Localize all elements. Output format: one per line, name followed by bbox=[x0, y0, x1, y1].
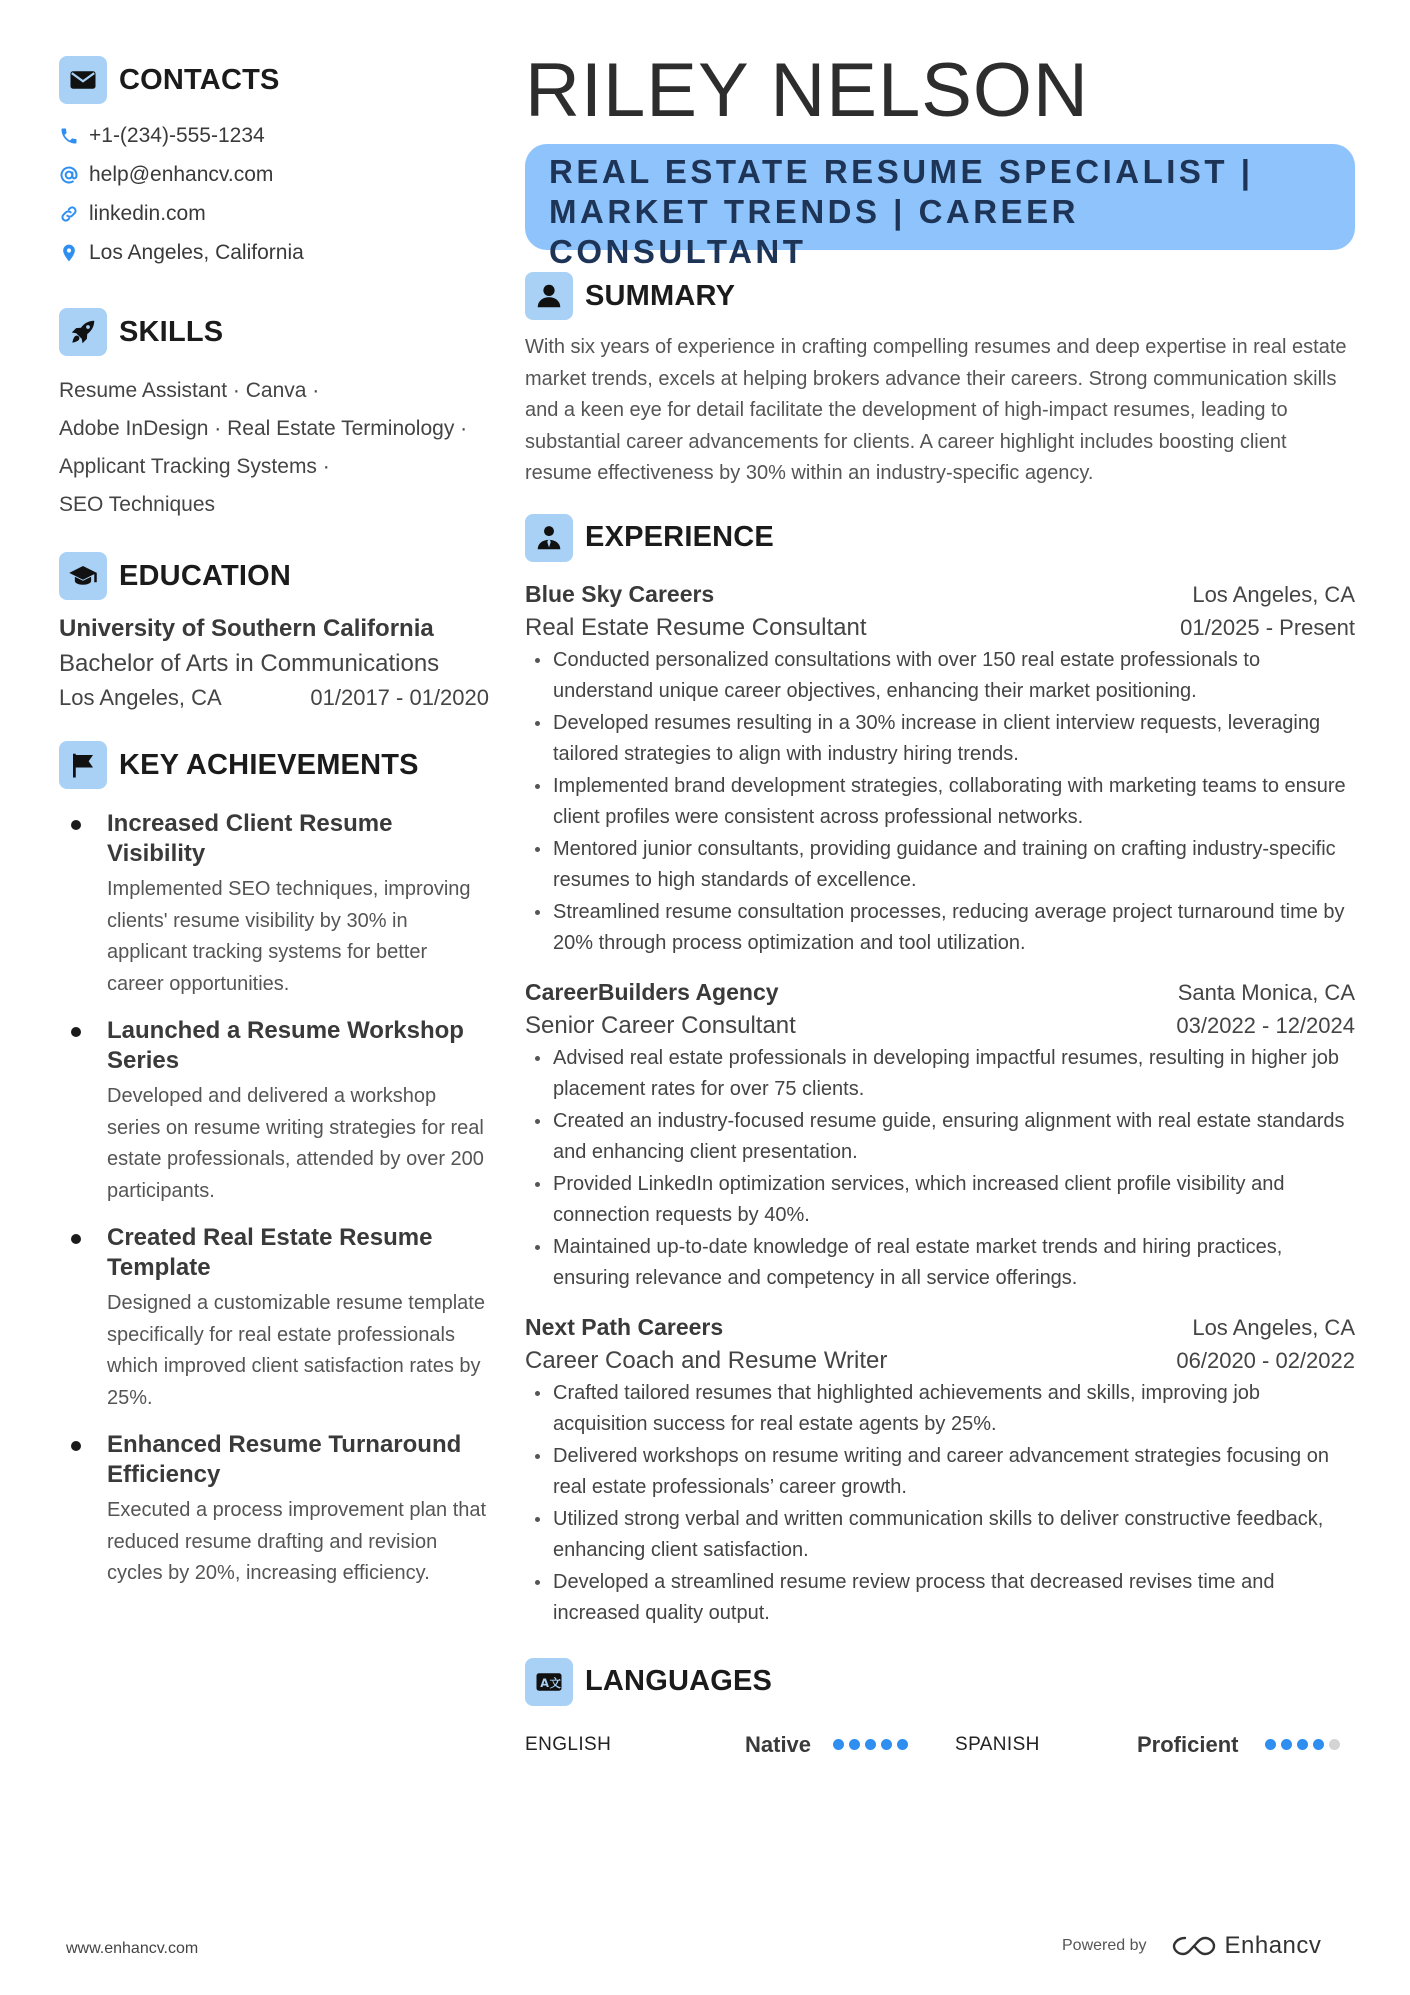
summary-header bbox=[525, 272, 1355, 320]
left-column bbox=[59, 56, 489, 1590]
graduation-cap-icon bbox=[59, 552, 107, 600]
achievement-item bbox=[59, 1223, 489, 1414]
rating-dot-filled bbox=[1297, 1739, 1308, 1750]
job-location: Los Angeles, CA bbox=[1192, 581, 1355, 607]
envelope-icon bbox=[59, 56, 107, 104]
bullet-icon bbox=[71, 820, 81, 830]
languages-header bbox=[525, 1658, 1355, 1706]
achievement-item bbox=[59, 1016, 489, 1207]
rating-dot-filled bbox=[1313, 1739, 1324, 1750]
right-column bbox=[525, 46, 1355, 1758]
contact-phone-text: +1-(234)-555-1234 bbox=[89, 123, 265, 147]
flag-icon bbox=[59, 741, 107, 789]
job-location: Santa Monica, CA bbox=[1177, 979, 1355, 1005]
skills-line: Resume Assistant · Canva · bbox=[59, 379, 320, 402]
rating-dot-filled bbox=[833, 1739, 844, 1750]
language-level: Proficient bbox=[1137, 1731, 1239, 1757]
contact-email-text: help@enhancv.com bbox=[89, 162, 274, 186]
at-icon bbox=[59, 165, 79, 185]
job-bullets bbox=[525, 1378, 1355, 1630]
achievement-desc: Designed a customizable resume template specifically for real estate professionals which improved client satisfaction rates by 25%. bbox=[107, 1292, 485, 1409]
job-bullet: Maintained up-to-date knowledge of real estate market trends and hiring practices, ensuring relevance and competency in all service offerings. bbox=[525, 1232, 1355, 1295]
education-meta bbox=[59, 685, 489, 711]
job-bullet: Utilized strong verbal and written communication skills to deliver constructive feedback, enhancing client satisfaction. bbox=[525, 1504, 1355, 1567]
achievements-header bbox=[59, 741, 489, 789]
job-entry bbox=[525, 976, 1355, 1295]
job-dates: 03/2022 - 12/2024 bbox=[1176, 1012, 1355, 1038]
skills-title: SKILLS bbox=[119, 315, 224, 348]
achievement-title: Enhanced Resume Turnaround Efficiency bbox=[107, 1431, 462, 1488]
bullet-icon bbox=[71, 1234, 81, 1244]
job-entry bbox=[525, 1311, 1355, 1630]
contact-email[interactable] bbox=[59, 155, 489, 194]
contact-linkedin-text: linkedin.com bbox=[89, 201, 206, 225]
language-rating bbox=[833, 1739, 955, 1750]
achievement-title: Launched a Resume Workshop Series bbox=[107, 1017, 464, 1074]
skills-line: SEO Techniques bbox=[59, 493, 216, 516]
job-dates: 06/2020 - 02/2022 bbox=[1176, 1347, 1355, 1373]
phone-icon bbox=[59, 126, 79, 146]
languages-row bbox=[525, 1732, 1355, 1758]
job-bullet: Streamlined resume consultation processes, reducing average project turnaround time by 20% through process optimization and tool utilization. bbox=[525, 897, 1355, 960]
job-entry bbox=[525, 578, 1355, 960]
powered-by-label: Powered by bbox=[1062, 1937, 1147, 1954]
achievement-item bbox=[59, 1430, 489, 1590]
contact-phone[interactable] bbox=[59, 116, 489, 155]
rating-dot-empty bbox=[1329, 1739, 1340, 1750]
education-title: EDUCATION bbox=[119, 559, 292, 592]
contact-location bbox=[59, 233, 489, 272]
contact-list bbox=[59, 116, 489, 272]
experience-header bbox=[525, 514, 1355, 562]
job-bullet: Implemented brand development strategies, collaborating with marketing teams to ensure client profiles were consistent across professional networks. bbox=[525, 771, 1355, 834]
skills-header bbox=[59, 308, 489, 356]
job-bullet: Created an industry-focused resume guide, ensuring alignment with real estate standards and enhancing client presentation. bbox=[525, 1106, 1355, 1169]
job-header bbox=[525, 1311, 1355, 1344]
rocket-icon bbox=[59, 308, 107, 356]
headline-banner bbox=[525, 144, 1355, 270]
job-dates: 01/2025 - Present bbox=[1180, 614, 1355, 640]
education-location: Los Angeles, CA bbox=[59, 685, 222, 710]
briefcase-user-icon bbox=[525, 514, 573, 562]
location-pin-icon bbox=[59, 243, 79, 263]
job-location: Los Angeles, CA bbox=[1192, 1314, 1355, 1340]
job-bullets bbox=[525, 1043, 1355, 1295]
achievement-desc: Executed a process improvement plan that reduced resume drafting and revision cycles by 20%, increasing efficiency. bbox=[107, 1499, 487, 1584]
summary-title: SUMMARY bbox=[585, 279, 736, 312]
rating-dot-filled bbox=[897, 1739, 908, 1750]
rating-dot-filled bbox=[1265, 1739, 1276, 1750]
experience-title: EXPERIENCE bbox=[585, 521, 774, 553]
education-degree: Bachelor of Arts in Communications bbox=[59, 650, 440, 677]
job-company: Next Path Careers bbox=[525, 1313, 724, 1340]
achievements-title: KEY ACHIEVEMENTS bbox=[119, 748, 419, 781]
skills-list bbox=[59, 372, 489, 524]
language-rating bbox=[1265, 1739, 1355, 1750]
rating-dot-filled bbox=[849, 1739, 860, 1750]
user-icon bbox=[525, 272, 573, 320]
job-bullet: Mentored junior consultants, providing guidance and training on crafting industry-specific resumes to high standards of excellence. bbox=[525, 834, 1355, 897]
achievement-item bbox=[59, 809, 489, 1000]
achievement-title: Increased Client Resume Visibility bbox=[107, 810, 393, 867]
job-header bbox=[525, 976, 1355, 1009]
achievement-desc: Developed and delivered a workshop series on resume writing strategies for real estate professionals, attended by over 200 participants. bbox=[107, 1085, 484, 1202]
job-company: CareerBuilders Agency bbox=[525, 978, 779, 1005]
job-role: Real Estate Resume Consultant bbox=[525, 613, 867, 641]
contact-location-text: Los Angeles, California bbox=[89, 240, 304, 264]
candidate-name: RILEY NELSON bbox=[525, 48, 1089, 133]
education-school: University of Southern California bbox=[59, 615, 434, 642]
skills-line: Applicant Tracking Systems · bbox=[59, 455, 330, 478]
language-level: Native bbox=[745, 1731, 812, 1757]
bullet-icon bbox=[71, 1027, 81, 1037]
contacts-title: CONTACTS bbox=[119, 63, 280, 96]
translate-icon bbox=[525, 1658, 573, 1706]
headline-line: REAL ESTATE RESUME SPECIALIST | bbox=[549, 153, 1254, 190]
achievement-title: Created Real Estate Resume Template bbox=[107, 1224, 433, 1281]
footer-branding bbox=[1062, 1932, 1321, 1960]
contact-linkedin[interactable] bbox=[59, 194, 489, 233]
job-subheader bbox=[525, 611, 1355, 645]
headline-line: MARKET TRENDS | CAREER CONSULTANT bbox=[549, 193, 1079, 270]
language-name: SPANISH bbox=[955, 1733, 1040, 1755]
job-bullet: Provided LinkedIn optimization services, which increased client profile visibility and connection requests by 40%. bbox=[525, 1169, 1355, 1232]
job-bullet: Conducted personalized consultations with over 150 real estate professionals to understand unique career objectives, enhancing their market positioning. bbox=[525, 645, 1355, 708]
bullet-icon bbox=[71, 1441, 81, 1451]
skills-line: Adobe InDesign · Real Estate Terminology · bbox=[59, 417, 468, 440]
job-bullet: Developed resumes resulting in a 30% increase in client interview requests, leveraging tailored strategies to align with industry hiring trends. bbox=[525, 708, 1355, 771]
svg-text:A: A bbox=[540, 1676, 549, 1690]
job-company: Blue Sky Careers bbox=[525, 580, 715, 607]
education-dates: 01/2017 - 01/2020 bbox=[310, 685, 489, 710]
job-bullet: Crafted tailored resumes that highlighted achievements and skills, improving job acquisition success for real estate agents by 25%. bbox=[525, 1378, 1355, 1441]
languages-title: LANGUAGES bbox=[585, 1665, 773, 1697]
contacts-header bbox=[59, 56, 489, 104]
job-bullet: Developed a streamlined resume review process that decreased revises time and increased quality output. bbox=[525, 1567, 1355, 1630]
achievement-desc: Implemented SEO techniques, improving clients' resume visibility by 30% in applicant tracking systems for better career opportunities. bbox=[107, 878, 471, 995]
summary-text: With six years of experience in crafting compelling resumes and deep expertise in real estate market trends, excels at helping brokers advance their careers. Strong communication skills and a keen eye for detail facilitate the development of high-impact resumes, leading to substantial career advancements for clients. A career highlight includes boosting client resume effectiveness by 30% within an industry-specific agency. bbox=[525, 336, 1347, 484]
enhancv-logo-icon bbox=[1171, 1933, 1217, 1959]
job-subheader bbox=[525, 1344, 1355, 1378]
rating-dot-filled bbox=[865, 1739, 876, 1750]
job-subheader bbox=[525, 1009, 1355, 1043]
job-role: Senior Career Consultant bbox=[525, 1011, 796, 1039]
job-header bbox=[525, 578, 1355, 611]
education-header bbox=[59, 552, 489, 600]
job-bullet: Delivered workshops on resume writing and career advancement strategies focusing on real estate professionals’ career growth. bbox=[525, 1441, 1355, 1504]
rating-dot-filled bbox=[881, 1739, 892, 1750]
brand-name: Enhancv bbox=[1224, 1932, 1322, 1959]
job-role: Career Coach and Resume Writer bbox=[525, 1346, 888, 1374]
rating-dot-filled bbox=[1281, 1739, 1292, 1750]
svg-text:文: 文 bbox=[549, 1676, 561, 1690]
footer-website[interactable]: www.enhancv.com bbox=[66, 1940, 199, 1957]
language-name: ENGLISH bbox=[525, 1733, 612, 1755]
link-icon bbox=[59, 204, 79, 224]
job-bullet: Advised real estate professionals in developing impactful resumes, resulting in higher job placement rates for over 75 clients. bbox=[525, 1043, 1355, 1106]
job-bullets bbox=[525, 645, 1355, 960]
